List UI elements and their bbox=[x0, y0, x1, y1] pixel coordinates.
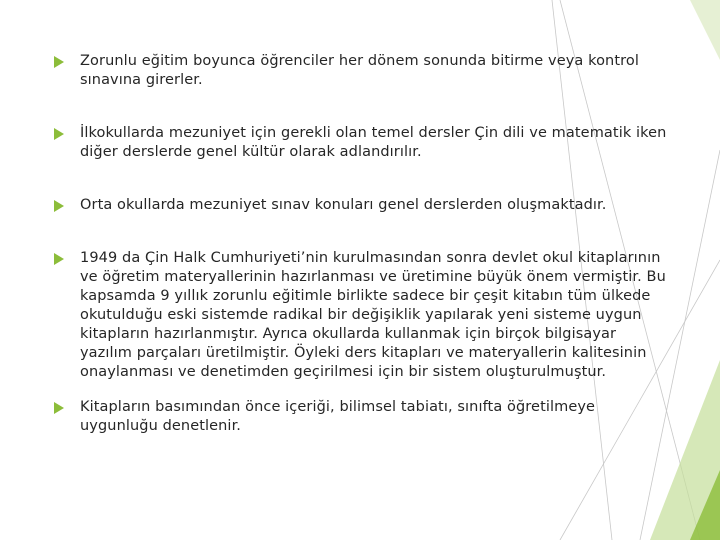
bullet-arrow-icon bbox=[54, 200, 64, 212]
bullet-item bbox=[52, 398, 672, 436]
bullet-item bbox=[52, 124, 672, 162]
bullet-text: Kitapların basımından önce içeriği, bilimsel tabiatı, sınıfta öğretilmeye uygunluğu denetlenir. bbox=[80, 399, 596, 434]
corner-shape bbox=[690, 0, 720, 60]
bullet-item bbox=[52, 52, 672, 90]
bullet-item bbox=[52, 249, 672, 382]
bullet-list bbox=[52, 52, 672, 436]
bullet-item bbox=[52, 196, 672, 215]
bullet-text: 1949 da Çin Halk Cumhuriyeti’nin kurulmasından sonra devlet okul kitaplarının ve öğretim materyallerinin hazırlanması ve üretimine büyük önem vermiştir. Bu kapsamda 9 yıllık zorunlu eğitimle birlikte sadece bir çeşit kitabın tüm ülkede okutulduğu eski sistemde radikal bir değişiklik yapılarak yeni sisteme uygun kitapların hazırlanmıştır. Ayrıca okullarda kullanmak için birçok bilgisayar yazılım parçaları üretilmiştir. Öyleki ders kitapları ve materyallerin kalitesinin onaylanması ve denetimden geçirilmesi için bir sistem oluşturulmuştur. bbox=[80, 250, 666, 380]
bullet-arrow-icon bbox=[54, 253, 64, 265]
bullet-arrow-icon bbox=[54, 402, 64, 414]
bullet-arrow-icon bbox=[54, 56, 64, 68]
bullet-text: Orta okullarda mezuniyet sınav konuları genel derslerden oluşmaktadır. bbox=[80, 197, 607, 213]
bullet-text: Zorunlu eğitim boyunca öğrenciler her dönem sonunda bitirme veya kontrol sınavına girerler. bbox=[80, 53, 639, 88]
bullet-arrow-icon bbox=[54, 128, 64, 140]
bullet-text: İlkokullarda mezuniyet için gerekli olan temel dersler Çin dili ve matematik iken diğer derslerde genel kültür olarak adlandırılır. bbox=[80, 125, 667, 160]
